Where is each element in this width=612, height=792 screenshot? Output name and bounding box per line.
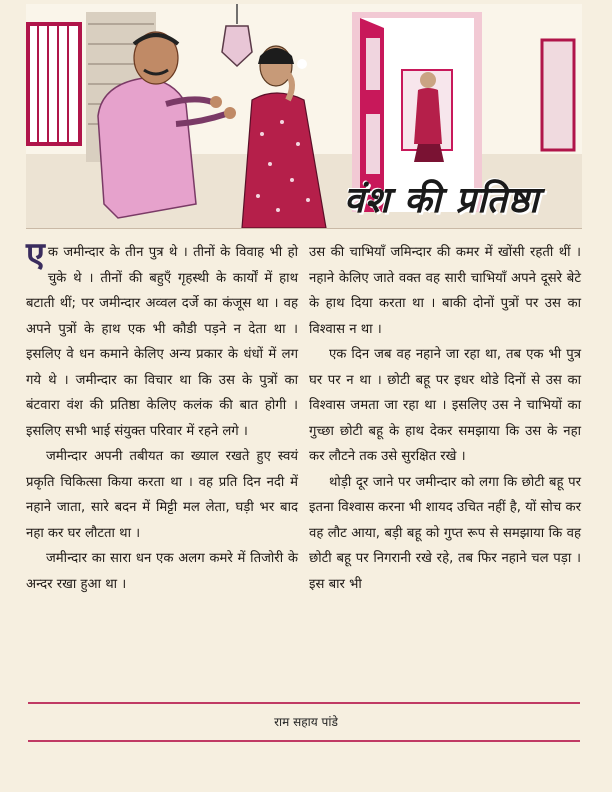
text-column-left: [26, 235, 298, 597]
author-name: राम सहाय पांडे: [274, 715, 338, 729]
paragraph: [26, 235, 298, 444]
text-column-right: [309, 240, 581, 597]
paragraph: जमीन्दार का सारा धन एक अलग कमरे में तिजोरी के अन्दर रखा हुआ था ।: [26, 551, 298, 592]
title-area: [330, 170, 582, 232]
story-title: वंश की प्रतिष्ठा: [344, 179, 540, 221]
paragraph: एक दिन जब वह नहाने जा रहा था, तब एक भी पुत्र घर पर न था । छोटी बहू पर इधर थोडे दिनों से उस का विश्वास जमता जा रहा था । इसलिए उस ने चाभियों का गुच्छा छोटी बहू के हाथ देकर समझाया कि उस के नहा कर लौटने तक उसे सुरक्षित रखे ।: [309, 347, 581, 464]
paragraph: उस की चाभियाँ जमिन्दार की कमर में खोंसी रहती थीं । नहाने केलिए जाते वक्त वह सारी चाभियाँ अपने दूसरे बेटे के हाथ दिया करता था । बाकी दोनों पुत्रों पर उस का विश्वास न था ।: [309, 245, 581, 337]
footer-rule-top: [28, 702, 580, 704]
drop-cap: ए: [26, 235, 45, 275]
footer-rule-bottom: [28, 740, 580, 742]
paragraph-text: क जमीन्दार के तीन पुत्र थे । तीनों के विवाह भी हो चुके थे । तीनों की बहुएँ गृहस्थी के कार्यों में हाथ बटाती थीं; पर जमीन्दार अव्वल दर्जे का कंजूस था । वह अपने पुत्रों के हाथ एक भी कौडी पड़ने न देता था । इसलिए वे धन कमाने केलिए अन्य प्रकार के धंधों में लग गये थे । जमीन्दार का विचार था कि उस के पुत्रों का बंटवारा वंश की प्रतिष्ठा केलिए कलंक की बात होगी । इसलिए सभी भाई संयुक्त परिवार में रहने लगे ।: [26, 245, 298, 439]
paragraph: थोड़ी दूर जाने पर जमीन्दार को लगा कि छोटी बहू पर इतना विश्वास करना भी शायद उचित नहीं है, यों सोच कर वह लौट आया, बड़ी बहू को गुप्त रूप से समझाया कि वह छोटी बहू पर निगरानी रखे रहे, तब फिर नहाने चल पड़ा । इस बार भी: [309, 474, 581, 592]
paragraph: जमीन्दार अपनी तबीयत का ख्याल रखते हुए स्वयं प्रकृति चिकित्सा किया करता था । वह प्रति दिन नदी में नहाने जाता, सारे बदन में मिट्टी मल लेता, घड़ी भर बाद नहा कर घर लौटता था ।: [26, 449, 298, 541]
